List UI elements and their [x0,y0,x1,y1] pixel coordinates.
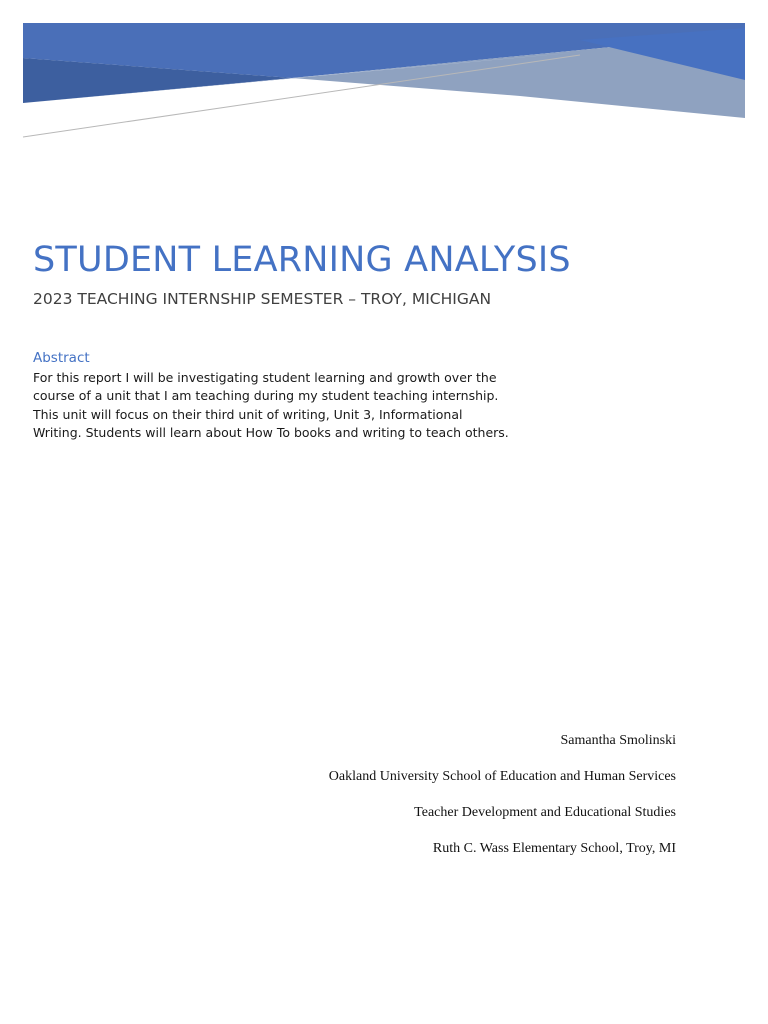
abstract-body [33,369,533,442]
author-name: Samantha Smolinski [560,733,676,748]
author-info-block [329,732,676,876]
document-subtitle: 2023 TEACHING INTERNSHIP SEMESTER – TROY, MICHIGAN [33,290,492,308]
document-title: STUDENT LEARNING ANALYSIS [33,240,571,280]
abstract-line: This unit will focus on their third unit of writing, Unit 3, Informational [33,406,463,422]
abstract-line: Writing. Students will learn about How To books and writing to teach others. [33,424,509,440]
abstract-heading: Abstract [33,350,90,366]
author-department: Teacher Development and Educational Studies [414,805,676,820]
abstract-line: For this report I will be investigating student learning and growth over the [33,370,497,385]
author-school: Ruth C. Wass Elementary School, Troy, MI [432,841,676,856]
header-banner-graphic [0,0,768,150]
abstract-line: course of a unit that I am teaching during my student teaching internship. [33,388,499,404]
author-university: Oakland University School of Education and Human Services [328,769,676,784]
